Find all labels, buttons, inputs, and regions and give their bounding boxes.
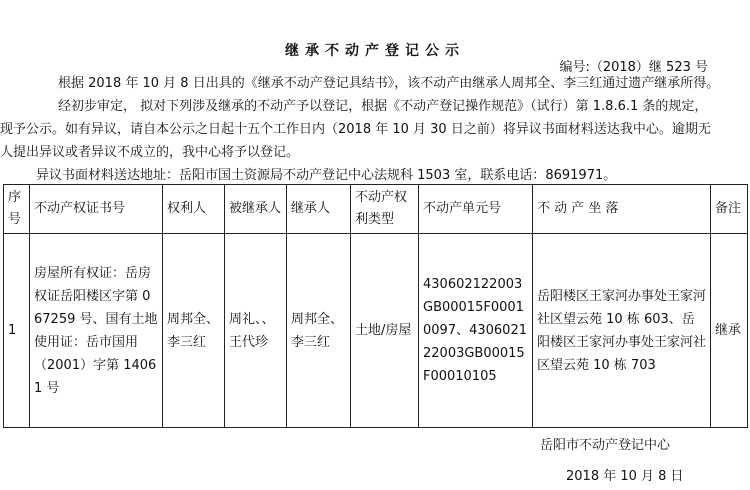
table-header-row (4, 185, 748, 234)
header-holder: 权利人 (163, 185, 225, 234)
paragraph-review: 经初步审定， 拟对下列涉及继承的不动产予以登记，根据《不动产登记操作规范》（试行）第 1.8.6.1 条的规定，现予公示。如有异议，请自本公示之日起十五个工作日内（2018 年 10 月 30 日之前）将异议书面材料送达我中心。逾期无人提出异议或者异议不成立的，我中心将予以登记。 (0, 99, 711, 160)
cell-decedent: 周礼、、王代珍 (225, 234, 287, 428)
notice-title: 继承不动产登记公示 (285, 43, 465, 59)
cell-cert: 房屋所有权证：岳房权证岳阳楼区字第 067259 号、国有土地使用证：岳市国用（2001）字第 14061 号 (30, 234, 163, 428)
issue-date: 2018 年 10 月 8 日 (566, 469, 684, 484)
cell-right-type: 土地/房屋 (351, 234, 419, 428)
header-cert: 不动产权证书号 (30, 185, 163, 234)
cell-unit-no: 430602122003GB00015F00010097、430602122003GB00015F00010105 (419, 234, 533, 428)
issuing-organization: 岳阳市不动产登记中心 (540, 438, 671, 453)
header-decedent: 被继承人 (225, 185, 287, 234)
paragraph-basis: 根据 2018 年 10 月 8 日出具的《继承不动产登记具结书》，该不动产由继承人周邦全、李三红通过遗产继承所得。 (58, 76, 720, 91)
header-location: 不 动 产 坐 落 (533, 185, 711, 234)
header-right-type: 不动产权利类型 (351, 185, 419, 234)
table-row (4, 234, 748, 428)
cell-location: 岳阳楼区王家河办事处王家河社区望云苑 10 栋 603、岳阳楼区王家河办事处王家河社区望云苑 10 栋 703 (533, 234, 711, 428)
cell-no: 1 (4, 234, 30, 428)
cell-heir: 周邦全、李三红 (287, 234, 351, 428)
header-no: 序号 (4, 185, 30, 234)
document-number: 编号:（2018）继 523 号 (559, 60, 708, 75)
paragraph-address: 异议书面材料送达地址：岳阳市国土资源局不动产登记中心法规科 1503 室，联系电话：8691971。 (36, 168, 617, 183)
header-remark: 备注 (711, 185, 748, 234)
header-unit-no: 不动产单元号 (419, 185, 533, 234)
cell-remark: 继承 (711, 234, 748, 428)
cell-holder: 周邦全、李三红 (163, 234, 225, 428)
registration-table (3, 184, 748, 428)
header-heir: 继承人 (287, 185, 351, 234)
